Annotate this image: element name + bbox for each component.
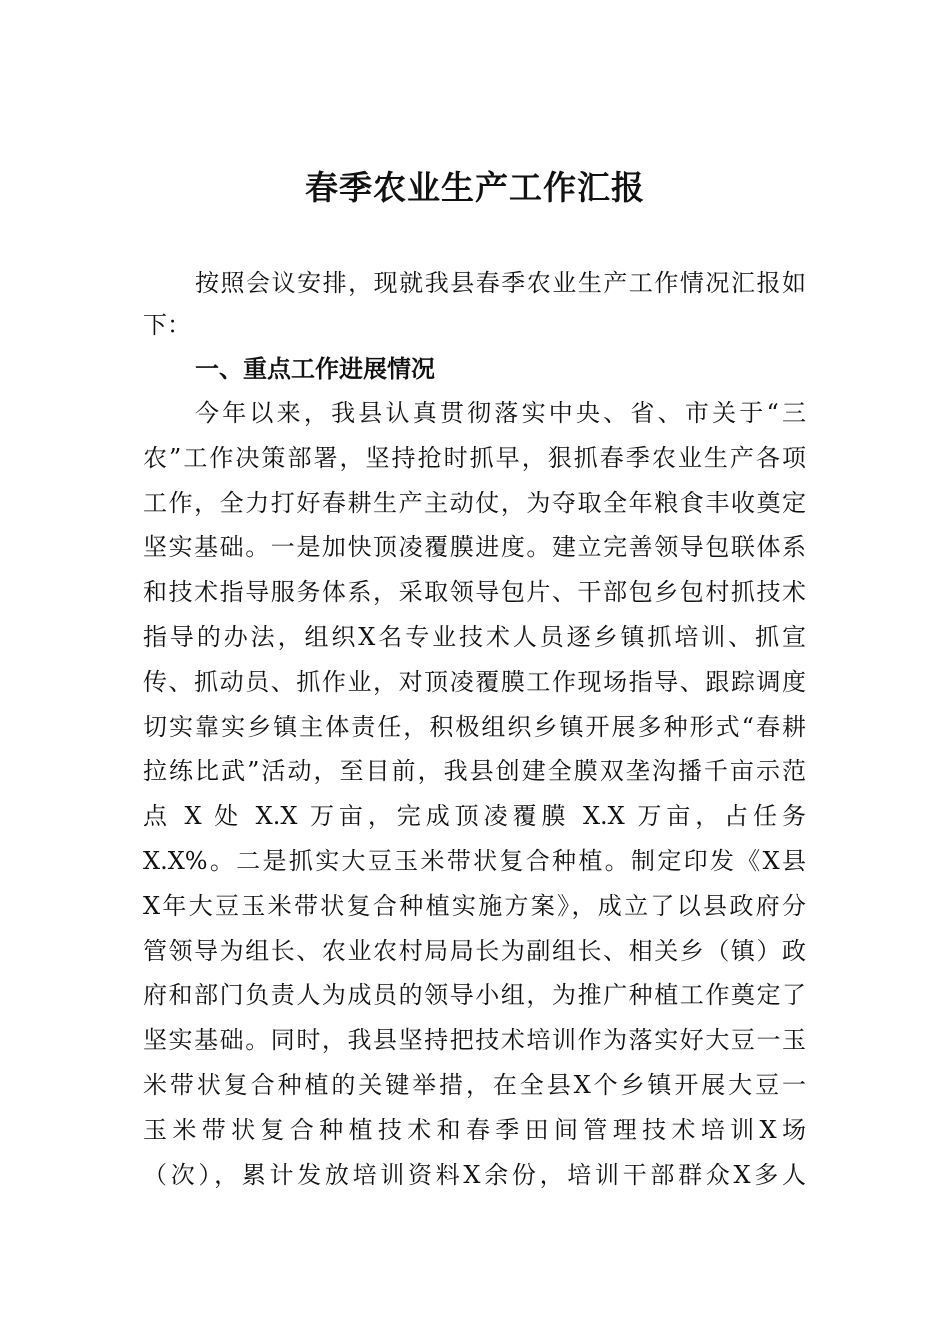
paragraph-line: 拉练比武”活动，至目前，我县创建全膜双垄沟播千亩示范	[143, 757, 806, 786]
section-heading: 一、重点工作进展情况	[195, 355, 435, 383]
paragraph-line: 指导的办法，组织X名专业技术人员逐乡镇抓培训、抓宣	[143, 623, 806, 651]
paragraph-line: 传、抓动员、抓作业，对顶凌覆膜工作现场指导、跟踪调度	[143, 667, 806, 696]
intro-line: 下：	[143, 311, 191, 339]
paragraph-line: 工作，全力打好春耕生产主动仗，为夺取全年粮食丰收奠定	[143, 488, 806, 517]
paragraph-line: 坚实基础。一是加快顶凌覆膜进度。建立完善领导包联体系	[143, 533, 806, 562]
paragraph-line: 米带状复合种植的关键举措，在全县X个乡镇开展大豆一	[143, 1071, 806, 1099]
paragraph-line: 府和部门负责人为成员的领导小组，为推广种植工作奠定了	[143, 981, 806, 1010]
paragraph-line: 农”工作决策部署，坚持抢时抓早，狠抓春季农业生产各项	[143, 443, 806, 472]
paragraph-line: 和技术指导服务体系，采取领导包片、干部包乡包村抓技术	[143, 578, 806, 607]
paragraph-line: 管领导为组长、农业农村局局长为副组长、相关乡（镇）政	[143, 936, 806, 965]
paragraph-line: X年大豆玉米带状复合种植实施方案》，成立了以县政府分	[143, 891, 806, 920]
paragraph-line: 坚实基础。同时，我县坚持把技术培训作为落实好大豆一玉	[143, 1026, 806, 1055]
document-title: 春季农业生产工作汇报	[305, 168, 645, 207]
paragraph-line: （次），累计发放培训资料X余份，培训干部群众X多人	[143, 1160, 806, 1189]
paragraph-line: 点 X 处 X.X 万亩，完成顶凌覆膜 X.X 万亩，占任务	[143, 802, 806, 831]
paragraph-line: 今年以来，我县认真贯彻落实中央、省、市关于“三	[195, 399, 806, 427]
intro-line: 按照会议安排，现就我县春季农业生产工作情况汇报如	[195, 269, 806, 297]
paragraph-line: 切实靠实乡镇主体责任，积极组织乡镇开展多种形式“春耕	[143, 712, 806, 741]
paragraph-line: X.X%。二是抓实大豆玉米带状复合种植。制定印发《X县	[143, 847, 806, 875]
paragraph-line: 玉米带状复合种植技术和春季田间管理技术培训X场	[143, 1115, 806, 1144]
